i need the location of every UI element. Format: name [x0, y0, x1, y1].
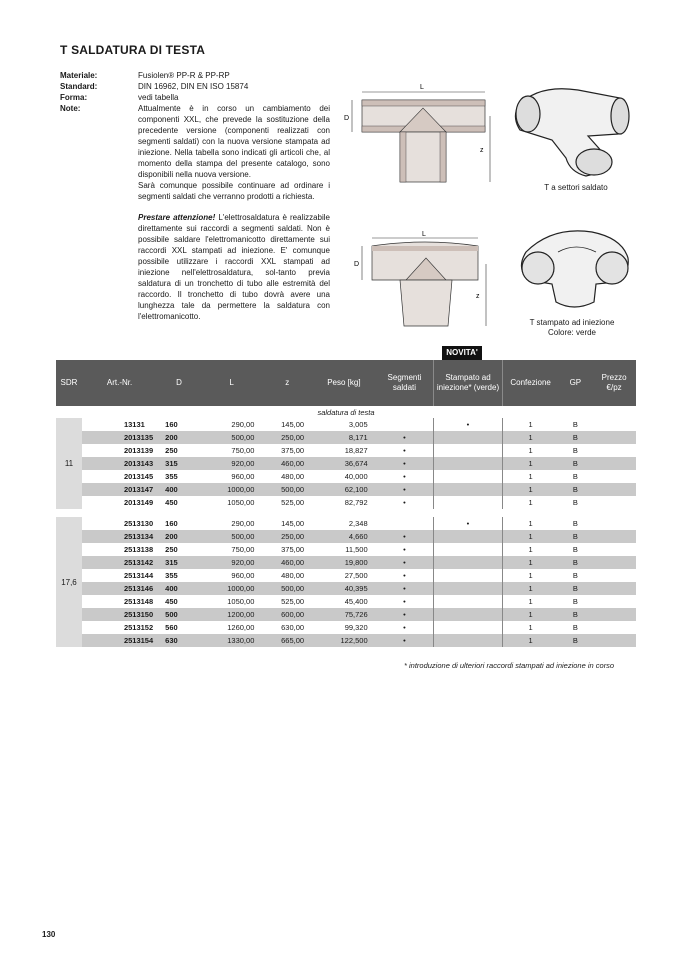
gp-cell: B: [559, 543, 593, 556]
material-value: Fusiolen® PP-R & PP-RP: [138, 71, 230, 80]
caption-injection-line2: Colore: verde: [547, 328, 597, 337]
page-title: T SALDATURA DI TESTA: [60, 43, 206, 57]
l-cell: 750,00: [201, 444, 263, 457]
l-cell: 1000,00: [201, 483, 263, 496]
confezione-cell: 1: [502, 569, 558, 582]
z-cell: 525,00: [262, 496, 312, 509]
stampato-cell: [434, 444, 502, 457]
z-cell: 500,00: [262, 483, 312, 496]
segmenti-cell: •: [376, 457, 434, 470]
z-cell: 460,00: [262, 556, 312, 569]
form-label: Forma:: [60, 93, 88, 102]
warning-note: [138, 212, 330, 322]
caption-injection-line1: T stampato ad iniezione: [529, 318, 615, 327]
dim-z-label: z: [480, 147, 484, 154]
prezzo-cell: [592, 431, 636, 444]
d-cell: 500: [157, 608, 201, 621]
table-row: [56, 530, 636, 543]
stampato-cell: [434, 530, 502, 543]
l-cell: 920,00: [201, 556, 263, 569]
prezzo-cell: [592, 444, 636, 457]
segmenti-cell: [376, 517, 434, 530]
d-cell: 315: [157, 556, 201, 569]
art-cell: 2013145: [82, 470, 157, 483]
table-row: [56, 634, 636, 647]
l-cell: 500,00: [201, 431, 263, 444]
peso-cell: 82,792: [312, 496, 376, 509]
d-cell: 200: [157, 530, 201, 543]
stampato-cell: [434, 496, 502, 509]
z-cell: 145,00: [262, 418, 312, 431]
table-row: [56, 444, 636, 457]
gp-cell: B: [559, 457, 593, 470]
prezzo-cell: [592, 634, 636, 647]
table-row: [56, 418, 636, 431]
z-cell: 500,00: [262, 582, 312, 595]
peso-cell: 45,400: [312, 595, 376, 608]
standard-label: Standard:: [60, 82, 98, 91]
table-row: [56, 431, 636, 444]
segmenti-cell: •: [376, 496, 434, 509]
gp-cell: B: [559, 517, 593, 530]
l-cell: 290,00: [201, 418, 263, 431]
confezione-cell: 1: [502, 582, 558, 595]
d-cell: 400: [157, 582, 201, 595]
d-cell: 315: [157, 457, 201, 470]
peso-cell: 11,500: [312, 543, 376, 556]
l-cell: 1050,00: [201, 595, 263, 608]
prezzo-cell: [592, 483, 636, 496]
segmenti-cell: •: [376, 470, 434, 483]
stampato-cell: •: [434, 418, 502, 431]
d-cell: 630: [157, 634, 201, 647]
peso-cell: 36,674: [312, 457, 376, 470]
prezzo-cell: [592, 418, 636, 431]
header-art: Art.-Nr.: [82, 360, 157, 406]
table-row: [56, 470, 636, 483]
segmenti-cell: •: [376, 621, 434, 634]
gp-cell: B: [559, 582, 593, 595]
novita-badge: NOVITA': [442, 346, 482, 360]
peso-cell: 99,320: [312, 621, 376, 634]
l-cell: 960,00: [201, 470, 263, 483]
l-cell: 920,00: [201, 457, 263, 470]
prezzo-cell: [592, 517, 636, 530]
d-cell: 160: [157, 418, 201, 431]
peso-cell: 62,100: [312, 483, 376, 496]
confezione-cell: 1: [502, 634, 558, 647]
l-cell: 1050,00: [201, 496, 263, 509]
dim-d-label: D: [344, 115, 350, 122]
gp-cell: B: [559, 608, 593, 621]
header-sdr: SDR: [56, 360, 82, 406]
l-cell: 960,00: [201, 569, 263, 582]
peso-cell: 122,500: [312, 634, 376, 647]
z-cell: 250,00: [262, 431, 312, 444]
confezione-cell: 1: [502, 543, 558, 556]
gp-cell: B: [559, 418, 593, 431]
product-table: [56, 360, 636, 647]
stampato-cell: [434, 457, 502, 470]
sdr-cell: 11: [56, 418, 82, 509]
prezzo-cell: [592, 608, 636, 621]
table-row: [56, 457, 636, 470]
confezione-cell: 1: [502, 621, 558, 634]
z-cell: 375,00: [262, 543, 312, 556]
note-label: Note:: [60, 104, 81, 113]
gp-cell: B: [559, 483, 593, 496]
table-row: [56, 621, 636, 634]
stampato-cell: [434, 431, 502, 444]
d-cell: 450: [157, 496, 201, 509]
table-row: [56, 582, 636, 595]
prezzo-cell: [592, 582, 636, 595]
header-d: D: [157, 360, 201, 406]
tee-segmented-3d-image: [508, 76, 632, 180]
l-cell: 500,00: [201, 530, 263, 543]
header-gp: GP: [559, 360, 593, 406]
z-cell: 480,00: [262, 569, 312, 582]
d-cell: 160: [157, 517, 201, 530]
footnote: * introduzione di ulteriori raccordi stampati ad iniezione in corso: [404, 661, 615, 670]
art-cell: 2513130: [82, 517, 157, 530]
gp-cell: B: [559, 595, 593, 608]
gp-cell: B: [559, 556, 593, 569]
gp-cell: B: [559, 634, 593, 647]
peso-cell: 75,726: [312, 608, 376, 621]
d-cell: 560: [157, 621, 201, 634]
d-cell: 250: [157, 543, 201, 556]
header-stampato: Stampato ad iniezione* (verde): [434, 360, 502, 406]
table-row: [56, 517, 636, 530]
z-cell: 460,00: [262, 457, 312, 470]
z-cell: 600,00: [262, 608, 312, 621]
z-cell: 480,00: [262, 470, 312, 483]
svg-text:D: D: [354, 261, 360, 268]
confezione-cell: 1: [502, 457, 558, 470]
standard-value: DIN 16962, DIN EN ISO 15874: [138, 82, 249, 91]
confezione-cell: 1: [502, 608, 558, 621]
confezione-cell: 1: [502, 483, 558, 496]
peso-cell: 3,005: [312, 418, 376, 431]
confezione-cell: 1: [502, 418, 558, 431]
gp-cell: B: [559, 444, 593, 457]
confezione-cell: 1: [502, 470, 558, 483]
gp-cell: B: [559, 569, 593, 582]
header-segmenti: Segmenti saldati: [376, 360, 434, 406]
dim-l-label: L: [420, 84, 424, 91]
gp-cell: B: [559, 530, 593, 543]
table-header-row: [56, 360, 636, 406]
segmenti-cell: [376, 418, 434, 431]
art-cell: 2513138: [82, 543, 157, 556]
stampato-cell: [434, 621, 502, 634]
segmenti-cell: •: [376, 543, 434, 556]
stampato-cell: [434, 556, 502, 569]
gp-cell: B: [559, 431, 593, 444]
confezione-cell: 1: [502, 530, 558, 543]
art-cell: 2513142: [82, 556, 157, 569]
segmenti-cell: •: [376, 595, 434, 608]
stampato-cell: [434, 470, 502, 483]
table-row: [56, 556, 636, 569]
table-row: [56, 496, 636, 509]
art-cell: 2513146: [82, 582, 157, 595]
art-cell: 2013135: [82, 431, 157, 444]
peso-cell: 8,171: [312, 431, 376, 444]
confezione-cell: 1: [502, 595, 558, 608]
d-cell: 250: [157, 444, 201, 457]
segmenti-cell: •: [376, 569, 434, 582]
peso-cell: 4,660: [312, 530, 376, 543]
confezione-cell: 1: [502, 517, 558, 530]
stampato-cell: [434, 543, 502, 556]
segmenti-cell: •: [376, 634, 434, 647]
header-peso: Peso [kg]: [312, 360, 376, 406]
prezzo-cell: [592, 556, 636, 569]
gp-cell: B: [559, 470, 593, 483]
art-cell: 2513134: [82, 530, 157, 543]
art-cell: 2513148: [82, 595, 157, 608]
stampato-cell: [434, 634, 502, 647]
prezzo-cell: [592, 457, 636, 470]
tee-injection-3d-image: [512, 222, 636, 314]
tee-injection-drawing: [350, 228, 500, 338]
z-cell: 250,00: [262, 530, 312, 543]
svg-text:z: z: [476, 293, 480, 300]
art-cell: 2013139: [82, 444, 157, 457]
segmenti-cell: •: [376, 556, 434, 569]
art-cell: 2013149: [82, 496, 157, 509]
art-cell: 2513150: [82, 608, 157, 621]
confezione-cell: 1: [502, 496, 558, 509]
l-cell: 290,00: [201, 517, 263, 530]
art-cell: 2513144: [82, 569, 157, 582]
gp-cell: B: [559, 621, 593, 634]
z-cell: 630,00: [262, 621, 312, 634]
peso-cell: 2,348: [312, 517, 376, 530]
l-cell: 1260,00: [201, 621, 263, 634]
warning-text: L'elettrosaldatura è realizzabile direttamente sui raccordi a segmenti saldati. Non è possibile saldare l'elettromanicotto direttamente sui raccordi XXL stampati ad iniezione. E' comunque possibile utilizzare i raccordi XXL stampati ad iniezione nell'elettrosaldatura, sol-tanto previa saldatura di un tronchetto di tubo alle estremità del raccordo. Il tronchetto di tubo dovrà avere una lunghezza tale da permettere la saldatura con l'elettromanicotto.: [138, 213, 331, 321]
segmenti-cell: •: [376, 582, 434, 595]
prezzo-cell: [592, 595, 636, 608]
l-cell: 1000,00: [201, 582, 263, 595]
header-confezione: Confezione: [502, 360, 558, 406]
gp-cell: B: [559, 496, 593, 509]
prezzo-cell: [592, 543, 636, 556]
d-cell: 355: [157, 569, 201, 582]
table-row: [56, 569, 636, 582]
sdr-cell: 17,6: [56, 517, 82, 647]
segmenti-cell: •: [376, 431, 434, 444]
table-body: [56, 406, 636, 647]
stampato-cell: [434, 483, 502, 496]
header-prezzo: Prezzo €/pz: [592, 360, 636, 406]
warning-bold: Prestare attenzione!: [138, 213, 216, 222]
stampato-cell: [434, 582, 502, 595]
z-cell: 145,00: [262, 517, 312, 530]
note-paragraph-2: Sarà comunque possibile continuare ad ordinare i segmenti saldati che verranno prodotti a richiesta.: [138, 181, 330, 201]
z-cell: 525,00: [262, 595, 312, 608]
confezione-cell: 1: [502, 431, 558, 444]
confezione-cell: 1: [502, 556, 558, 569]
z-cell: 375,00: [262, 444, 312, 457]
spec-block: [60, 70, 330, 322]
prezzo-cell: [592, 530, 636, 543]
svg-text:L: L: [422, 231, 426, 238]
art-cell: 2513154: [82, 634, 157, 647]
d-cell: 400: [157, 483, 201, 496]
peso-cell: 40,395: [312, 582, 376, 595]
z-cell: 665,00: [262, 634, 312, 647]
d-cell: 355: [157, 470, 201, 483]
peso-cell: 27,500: [312, 569, 376, 582]
table-row: [56, 595, 636, 608]
stampato-cell: •: [434, 517, 502, 530]
note-paragraph-1: Attualmente è in corso un cambiamento dei componenti XXL, che prevede la sostituzione della precedente versione (componenti realizzati con segmenti saldati) con la nuova versione stampata ad iniezione. Nella tabella sono indicati gli articoli che, al momento della stampa del presente catalogo, sono disponibili nella nuova versione.: [138, 104, 330, 179]
segmenti-cell: •: [376, 608, 434, 621]
segmenti-cell: •: [376, 444, 434, 457]
peso-cell: 18,827: [312, 444, 376, 457]
l-cell: 1330,00: [201, 634, 263, 647]
stampato-cell: [434, 595, 502, 608]
prezzo-cell: [592, 569, 636, 582]
stampato-cell: [434, 569, 502, 582]
caption-injection: [512, 318, 632, 338]
peso-cell: 19,800: [312, 556, 376, 569]
l-cell: 1200,00: [201, 608, 263, 621]
tee-segmented-drawing: [340, 78, 500, 188]
table-row: [56, 543, 636, 556]
art-cell: 2013147: [82, 483, 157, 496]
table-row: [56, 483, 636, 496]
prezzo-cell: [592, 496, 636, 509]
caption-segmented: T a settori saldato: [544, 183, 608, 192]
art-cell: 13131: [82, 418, 157, 431]
form-value: vedi tabella: [138, 93, 179, 102]
d-cell: 450: [157, 595, 201, 608]
l-cell: 750,00: [201, 543, 263, 556]
art-cell: 2013143: [82, 457, 157, 470]
note-text: [138, 103, 330, 322]
segmenti-cell: •: [376, 530, 434, 543]
peso-cell: 40,000: [312, 470, 376, 483]
header-l: L: [201, 360, 263, 406]
prezzo-cell: [592, 621, 636, 634]
header-z: z: [262, 360, 312, 406]
stampato-cell: [434, 608, 502, 621]
d-cell: 200: [157, 431, 201, 444]
segmenti-cell: •: [376, 483, 434, 496]
material-label: Materiale:: [60, 71, 98, 80]
confezione-cell: 1: [502, 444, 558, 457]
table-row: [56, 608, 636, 621]
prezzo-cell: [592, 470, 636, 483]
art-cell: 2513152: [82, 621, 157, 634]
table-subheader: saldatura di testa: [317, 407, 375, 417]
page-number: 130: [42, 930, 56, 939]
